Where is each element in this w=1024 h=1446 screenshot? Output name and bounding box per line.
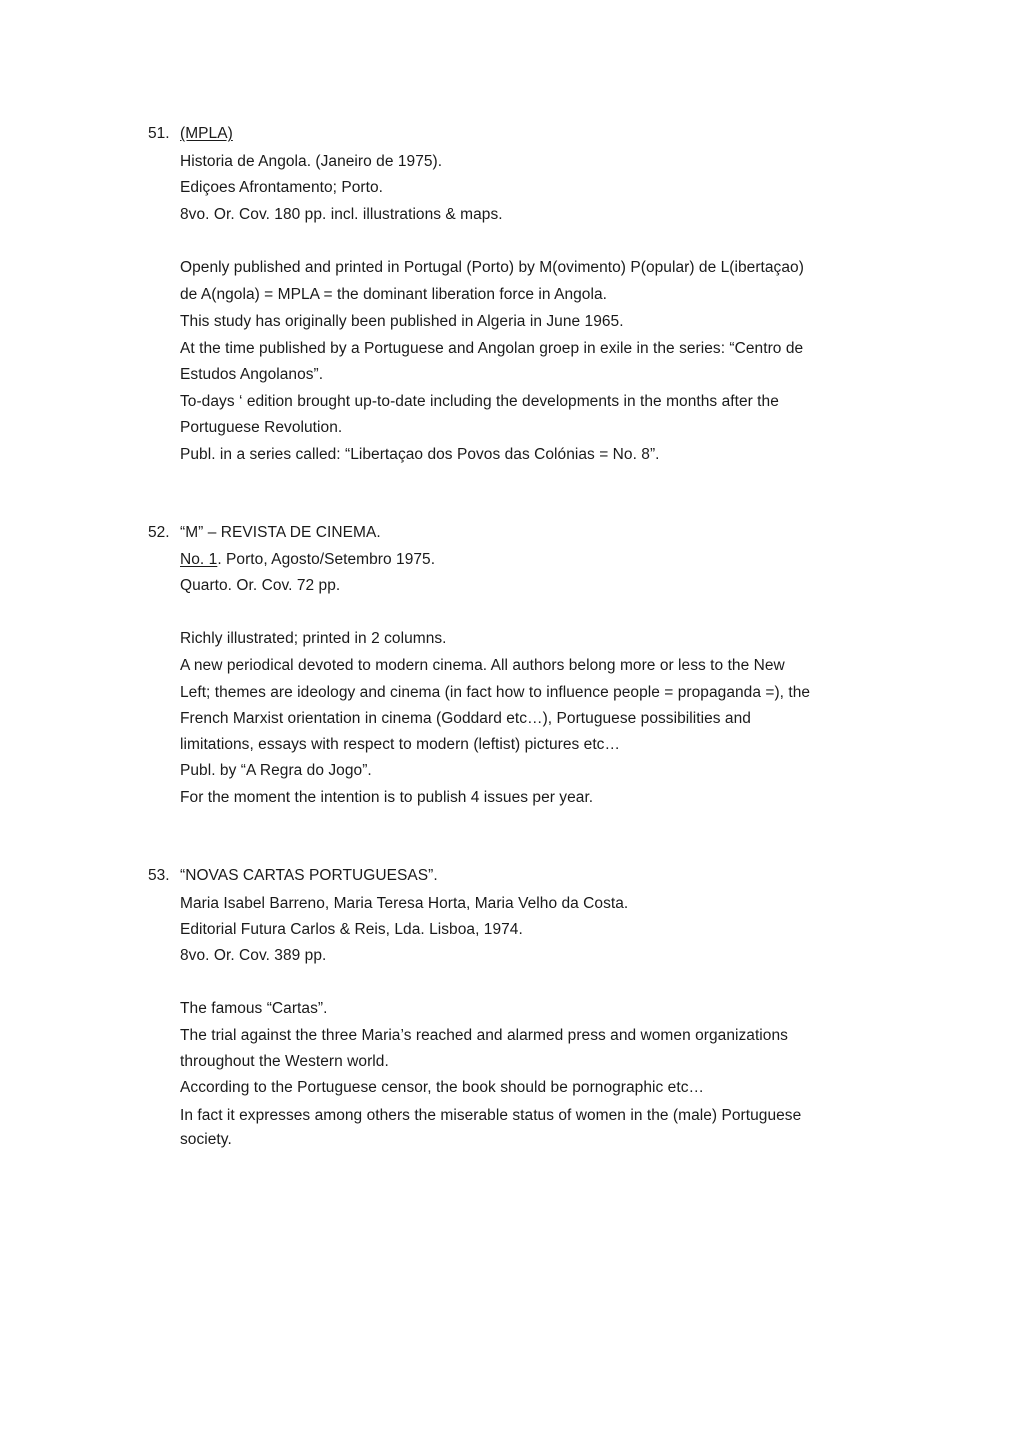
entry-heading: “M” – REVISTA DE CINEMA.	[180, 524, 381, 541]
entry-number: 53.	[148, 867, 170, 884]
biblio-line: Ediçoes Afrontamento; Porto.	[180, 179, 384, 196]
description-line: limitations, essays with respect to modern (leftist) pictures etc…	[180, 736, 621, 753]
biblio-line: 8vo. Or. Cov. 180 pp. incl. illustrations & maps.	[180, 206, 503, 223]
biblio-line: 8vo. Or. Cov. 389 pp.	[180, 947, 327, 964]
biblio-line: Historia de Angola. (Janeiro de 1975).	[180, 153, 443, 170]
description-line: The trial against the three Maria’s reached and alarmed press and women organizations	[180, 1027, 788, 1044]
description-line: The famous “Cartas”.	[180, 1000, 328, 1017]
biblio-line: Quarto. Or. Cov. 72 pp.	[180, 577, 341, 594]
description-line: Portuguese Revolution.	[180, 419, 343, 436]
description-line: French Marxist orientation in cinema (Goddard etc…), Portuguese possibilities and	[180, 710, 751, 727]
biblio-line: Editorial Futura Carlos & Reis, Lda. Lisboa, 1974.	[180, 921, 523, 938]
description-line: To-days ‘ edition brought up-to-date including the developments in the months after the	[180, 393, 779, 410]
description-line: A new periodical devoted to modern cinema. All authors belong more or less to the New	[180, 657, 785, 674]
description-line: Estudos Angolanos”.	[180, 366, 324, 383]
description-line: At the time published by a Portuguese and Angolan groep in exile in the series: “Centro de	[180, 340, 804, 357]
description-line: society.	[180, 1131, 232, 1148]
description-line: throughout the Western world.	[180, 1053, 389, 1070]
issue-line	[180, 550, 435, 570]
description-line: Left; themes are ideology and cinema (in fact how to influence people = propaganda =), the	[180, 684, 811, 701]
description-line: Richly illustrated; printed in 2 columns.	[180, 630, 447, 647]
description-line: According to the Portuguese censor, the book should be pornographic etc…	[180, 1079, 705, 1096]
description-line: de A(ngola) = MPLA = the dominant liberation force in Angola.	[180, 286, 607, 303]
issue-details: . Porto, Agosto/Setembro 1975.	[217, 551, 436, 568]
description-line: Publ. by “A Regra do Jogo”.	[180, 762, 372, 779]
description-line: In fact it expresses among others the miserable status of women in the (male) Portuguese	[180, 1107, 802, 1124]
entry-number: 51.	[148, 125, 170, 142]
entry-number: 52.	[148, 524, 170, 541]
biblio-line: Maria Isabel Barreno, Maria Teresa Horta, Maria Velho da Costa.	[180, 895, 629, 912]
description-line: This study has originally been published in Algeria in June 1965.	[180, 313, 624, 330]
entry-heading: “NOVAS CARTAS PORTUGUESAS”.	[180, 867, 438, 884]
description-line: For the moment the intention is to publish 4 issues per year.	[180, 789, 594, 806]
description-line: Publ. in a series called: “Libertaçao dos Povos das Colónias = No. 8”.	[180, 446, 660, 463]
entry-heading: (MPLA)	[180, 125, 233, 142]
description-line: Openly published and printed in Portugal (Porto) by M(ovimento) P(opular) de L(ibertaçao)	[180, 259, 804, 276]
issue-number: No. 1	[180, 551, 218, 568]
